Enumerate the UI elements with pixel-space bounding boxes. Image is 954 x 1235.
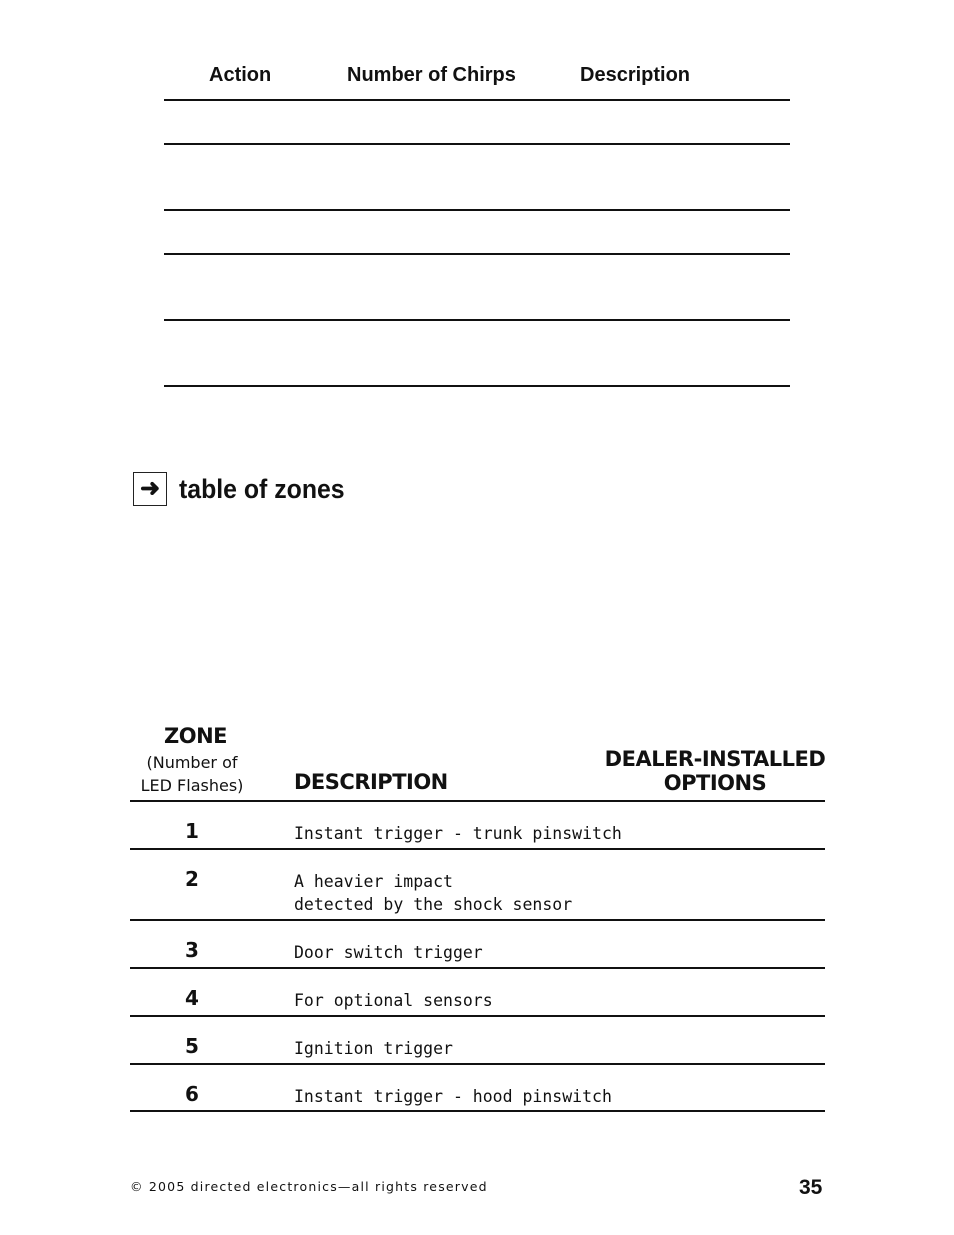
zone-number: 6: [185, 1082, 199, 1106]
zone-description: [294, 941, 483, 964]
section-heading: [133, 472, 359, 506]
zone-description-line: For optional sensors: [294, 991, 493, 1010]
chirp-table-rule: [164, 143, 790, 145]
zone-description: [294, 822, 622, 845]
zone-description: [294, 1037, 453, 1060]
column-header-number-of-chirps: Number of Chirps: [347, 64, 516, 86]
zones-table-rule: [130, 1063, 825, 1065]
options-header-line: OPTIONS: [663, 771, 767, 795]
chirp-table-rule: [164, 385, 790, 387]
zone-subheader-line: (Number of: [146, 753, 238, 772]
zones-table-rule: [130, 800, 825, 802]
zones-table-rule: [130, 1110, 825, 1112]
zone-number: 1: [185, 819, 199, 843]
zone-description: [294, 1085, 612, 1108]
zone-description-line: A heavier impact: [294, 872, 453, 891]
zones-table-rule: [130, 967, 825, 969]
zone-number: 5: [185, 1034, 199, 1058]
zone-description-line: Ignition trigger: [294, 1039, 453, 1058]
zones-table-rule: [130, 848, 825, 850]
zone-description: [294, 989, 493, 1012]
zone-number: 3: [185, 938, 199, 962]
zone-subheader-line: LED Flashes): [140, 776, 244, 795]
zone-description-line: detected by the shock sensor: [294, 895, 573, 914]
options-column-header: [604, 747, 826, 795]
zone-description-line: Instant trigger - trunk pinswitch: [294, 824, 622, 843]
zones-table-rule: [130, 919, 825, 921]
zone-description-line: Instant trigger - hood pinswitch: [294, 1087, 612, 1106]
chirp-table-rule: [164, 319, 790, 321]
copyright-notice: © 2005 directed electronics—all rights reserved: [130, 1179, 488, 1194]
chirp-table-rule: [164, 253, 790, 255]
page-number: 35: [799, 1176, 823, 1199]
column-header-action: Action: [209, 64, 272, 86]
zone-column-header: ZONE: [164, 724, 227, 748]
zone-number: 2: [185, 867, 199, 891]
zone-description: [294, 870, 572, 916]
zone-column-subheader: [130, 751, 254, 797]
column-header-description: Description: [580, 64, 691, 86]
zone-number: 4: [185, 986, 199, 1010]
chirp-table-rule: [164, 209, 790, 211]
section-title: table of zones: [179, 473, 345, 504]
description-column-header: DESCRIPTION: [294, 770, 448, 794]
zones-table-rule: [130, 1015, 825, 1017]
chirp-table-rule: [164, 99, 790, 101]
zone-description-line: Door switch trigger: [294, 943, 483, 962]
options-header-line: DEALER-INSTALLED: [604, 747, 826, 771]
arrow-right-icon: ➜: [133, 472, 167, 506]
